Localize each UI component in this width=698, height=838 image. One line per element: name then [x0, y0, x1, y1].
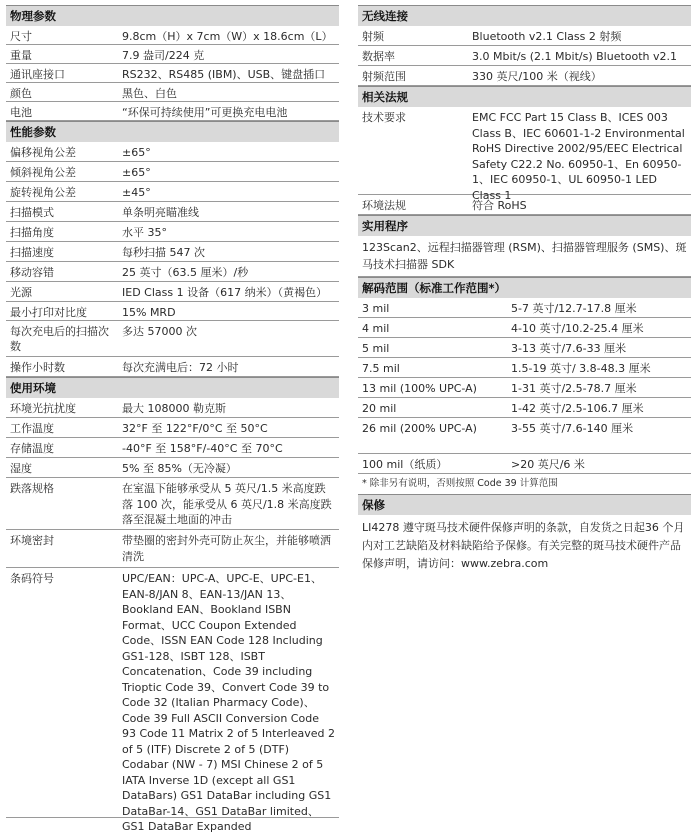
spec-label: 存储温度: [10, 442, 54, 455]
spec-value: 3-55 英寸/7.6-140 厘米: [511, 422, 634, 435]
utilities-section: [358, 215, 691, 277]
spec-row: [6, 182, 339, 202]
utilities-text: 123Scan2、远程扫描器管理 (RSM)、扫描器管理服务 (SMS)、斑马技术扫描器 SDK: [358, 236, 691, 277]
spec-value: EMC FCC Part 15 Class B、ICES 003 Class B、IEC 60601-1-2 Environmental RoHS Directive 2002/95/EEC Electrical Safety C22.2 No. 60950-1、En 60950-1、IEC 60950-1、UL 60950-1 LED Class 1: [472, 111, 685, 202]
spec-label: 3 mil: [362, 302, 390, 315]
spec-label: 扫描模式: [10, 206, 54, 219]
warranty-text: LI4278 遵守斑马技术硬件保修声明的条款，自发货之日起36 个月内对工艺缺陷及材料缺陷给予保修。有关完整的斑马技术硬件产品保修声明，请访问：www.zebra.com: [362, 521, 685, 570]
spec-label: 重量: [10, 49, 32, 62]
spec-label: 移动容错: [10, 266, 54, 279]
spec-label: 湿度: [10, 462, 32, 475]
spec-label: 条码符号: [10, 572, 54, 585]
spec-label: 射频范围: [362, 70, 406, 83]
spec-value: IED Class 1 设备（617 纳米）（黄褐色）: [122, 286, 328, 299]
spec-row: [358, 298, 691, 318]
warranty-section: [358, 494, 691, 577]
spec-value: ±65°: [122, 146, 151, 159]
spec-row: [358, 338, 691, 358]
spec-section: [6, 377, 339, 833]
spec-row: [358, 195, 691, 215]
spec-row: [6, 357, 339, 377]
spec-value: 4-10 英寸/10.2-25.4 厘米: [511, 322, 644, 335]
spec-label: 13 mil (100% UPC-A): [362, 382, 477, 395]
spec-label: 最小打印对比度: [10, 306, 87, 319]
spec-row: [6, 282, 339, 302]
section-title: 性能参数: [6, 121, 339, 142]
spec-value: 5-7 英寸/12.7-17.8 厘米: [511, 302, 637, 315]
regulatory-section: [358, 86, 691, 215]
wireless-section: [358, 5, 691, 86]
spec-row: [358, 398, 691, 418]
spec-label: 偏移视角公差: [10, 146, 76, 159]
spec-row: [358, 46, 691, 66]
spec-value: 多达 57000 次: [122, 325, 197, 338]
spec-value: 9.8cm（H）x 7cm（W）x 18.6cm（L）: [122, 30, 333, 43]
spec-label: 环境密封: [10, 534, 54, 547]
spec-value: 15% MRD: [122, 306, 176, 319]
spec-label: 电池: [10, 106, 32, 119]
spec-row: [358, 107, 691, 202]
spec-label: 射频: [362, 30, 384, 43]
spec-row: [6, 418, 339, 438]
spec-label: 跌落规格: [10, 482, 54, 495]
spec-label: 100 mil（纸质）: [362, 458, 448, 471]
spec-label: 操作小时数: [10, 361, 65, 374]
spec-row: [358, 454, 691, 474]
spec-row: [358, 418, 691, 454]
section-title: 实用程序: [358, 215, 691, 236]
spec-value: 1.5-19 英寸/ 3.8-48.3 厘米: [511, 362, 651, 375]
right-column: [358, 5, 691, 577]
spec-section: [6, 5, 339, 121]
spec-row: [6, 222, 339, 242]
spec-value: 每次充满电后：72 小时: [122, 361, 239, 374]
spec-row: [6, 398, 339, 418]
section-title: 解码范围（标准工作范围*）: [358, 277, 691, 298]
spec-value: 32°F 至 122°F/0°C 至 50°C: [122, 422, 268, 435]
spec-section: [6, 121, 339, 377]
spec-row: [6, 568, 339, 833]
spec-value: 1-42 英寸/2.5-106.7 厘米: [511, 402, 644, 415]
spec-row: [6, 458, 339, 478]
section-title: 相关法规: [358, 86, 691, 107]
spec-label: 26 mil (200% UPC-A): [362, 422, 477, 435]
spec-row: [6, 83, 339, 102]
spec-row: [6, 45, 339, 64]
decode-footnote: * 除非另有说明，否则按照 Code 39 计算范围: [362, 478, 558, 489]
spec-label: 扫描速度: [10, 246, 54, 259]
spec-row: [6, 102, 339, 121]
spec-label: 5 mil: [362, 342, 390, 355]
spec-label: 工作温度: [10, 422, 54, 435]
spec-label: 尺寸: [10, 30, 32, 43]
spec-row: [358, 318, 691, 338]
spec-label: 旋转视角公差: [10, 186, 76, 199]
spec-label: 环境法规: [362, 199, 406, 212]
spec-value: 单条明亮瞄准线: [122, 206, 199, 219]
spec-label: 光源: [10, 286, 32, 299]
spec-row: [358, 378, 691, 398]
spec-value: 330 英尺/100 米（视线）: [472, 70, 602, 83]
spec-value: 带垫圈的密封外壳可防止灰尘，并能够喷洒清洗: [122, 534, 331, 563]
spec-value: 在室温下能够承受从 5 英尺/1.5 米高度跌落 100 次，能承受从 6 英尺/1.8 米高度跌落至混凝土地面的冲击: [122, 482, 332, 526]
spec-label: 20 mil: [362, 402, 397, 415]
spec-row: [6, 321, 339, 357]
spec-row: [358, 66, 691, 86]
spec-row: [6, 162, 339, 182]
spec-value: 3.0 Mbit/s (2.1 Mbit/s) Bluetooth v2.1: [472, 50, 678, 63]
spec-value: 每秒扫描 547 次: [122, 246, 205, 259]
spec-value: 符合 RoHS: [472, 199, 527, 212]
spec-row: [6, 438, 339, 458]
spec-row: [6, 202, 339, 222]
spec-row: [6, 64, 339, 83]
spec-value: 5% 至 85%（无冷凝）: [122, 462, 237, 475]
spec-label: 扫描角度: [10, 226, 54, 239]
spec-value: UPC/EAN：UPC-A、UPC-E、UPC-E1、EAN-8/JAN 8、EAN-13/JAN 13、Bookland EAN、Bookland ISBN Format、UCC Coupon Extended Code、ISSN EAN Code 128 Including GS1-128、ISBT 128、ISBT Concatenation、Code 39 including Trioptic Code 39、Convert Code 39 to Code 32 (Italian Pharmacy Code)、Code 39 Full ASCII Conversion Code 93 Code 11 Matrix 2 of 5 Interleaved 2 of 5 (ITF) Discrete 2 of 5 (DTF) Codabar (NW - 7) MSI Chinese 2 of 5 IATA Inverse 1D (except all GS1 DataBars) GS1 DataBar including GS1 DataBar-14、GS1 DataBar limited、GS1 DataBar Expanded: [122, 572, 336, 833]
section-title: 使用环境: [6, 377, 339, 398]
spec-value: Bluetooth v2.1 Class 2 射频: [472, 30, 622, 43]
spec-row: [6, 142, 339, 162]
spec-value: 最大 108000 勒克斯: [122, 402, 226, 415]
spec-label: 每次充电后的扫描次数: [10, 325, 109, 353]
spec-label: 7.5 mil: [362, 362, 400, 375]
spec-row: [6, 478, 339, 530]
spec-value: ±65°: [122, 166, 151, 179]
spec-label: 数据率: [362, 50, 395, 63]
spec-row: [6, 302, 339, 321]
spec-row: [358, 26, 691, 46]
spec-row: [6, 242, 339, 262]
spec-value: RS232、RS485 (IBM)、USB、键盘插口: [122, 68, 326, 81]
spec-value: 1-31 英寸/2.5-78.7 厘米: [511, 382, 637, 395]
spec-value: 7.9 盎司/224 克: [122, 49, 205, 62]
spec-value: “环保可持续使用”可更换充电电池: [122, 106, 288, 119]
spec-label: 倾斜视角公差: [10, 166, 76, 179]
spec-value: -40°F 至 158°F/-40°C 至 70°C: [122, 442, 283, 455]
spec-value: 25 英寸（63.5 厘米）/秒: [122, 266, 249, 279]
section-title: 无线连接: [358, 5, 691, 26]
left-column: [6, 5, 339, 833]
section-title: 物理参数: [6, 5, 339, 26]
section-title: 保修: [358, 494, 691, 515]
spec-label: 通讯座接口: [10, 68, 65, 81]
spec-row: [6, 530, 339, 568]
spec-row: [358, 358, 691, 378]
spec-row: [6, 262, 339, 282]
spec-value: 黑色、白色: [122, 87, 177, 100]
spec-value: ±45°: [122, 186, 151, 199]
spec-row: [6, 26, 339, 45]
decode-range-section: [358, 277, 691, 474]
spec-value: >20 英尺/6 米: [511, 458, 585, 471]
spec-label: 颜色: [10, 87, 32, 100]
spec-label: 环境光抗扰度: [10, 402, 76, 415]
spec-label: 4 mil: [362, 322, 390, 335]
spec-value: 3-13 英寸/7.6-33 厘米: [511, 342, 627, 355]
spec-value: 水平 35°: [122, 226, 167, 239]
spec-label: 技术要求: [362, 111, 406, 124]
